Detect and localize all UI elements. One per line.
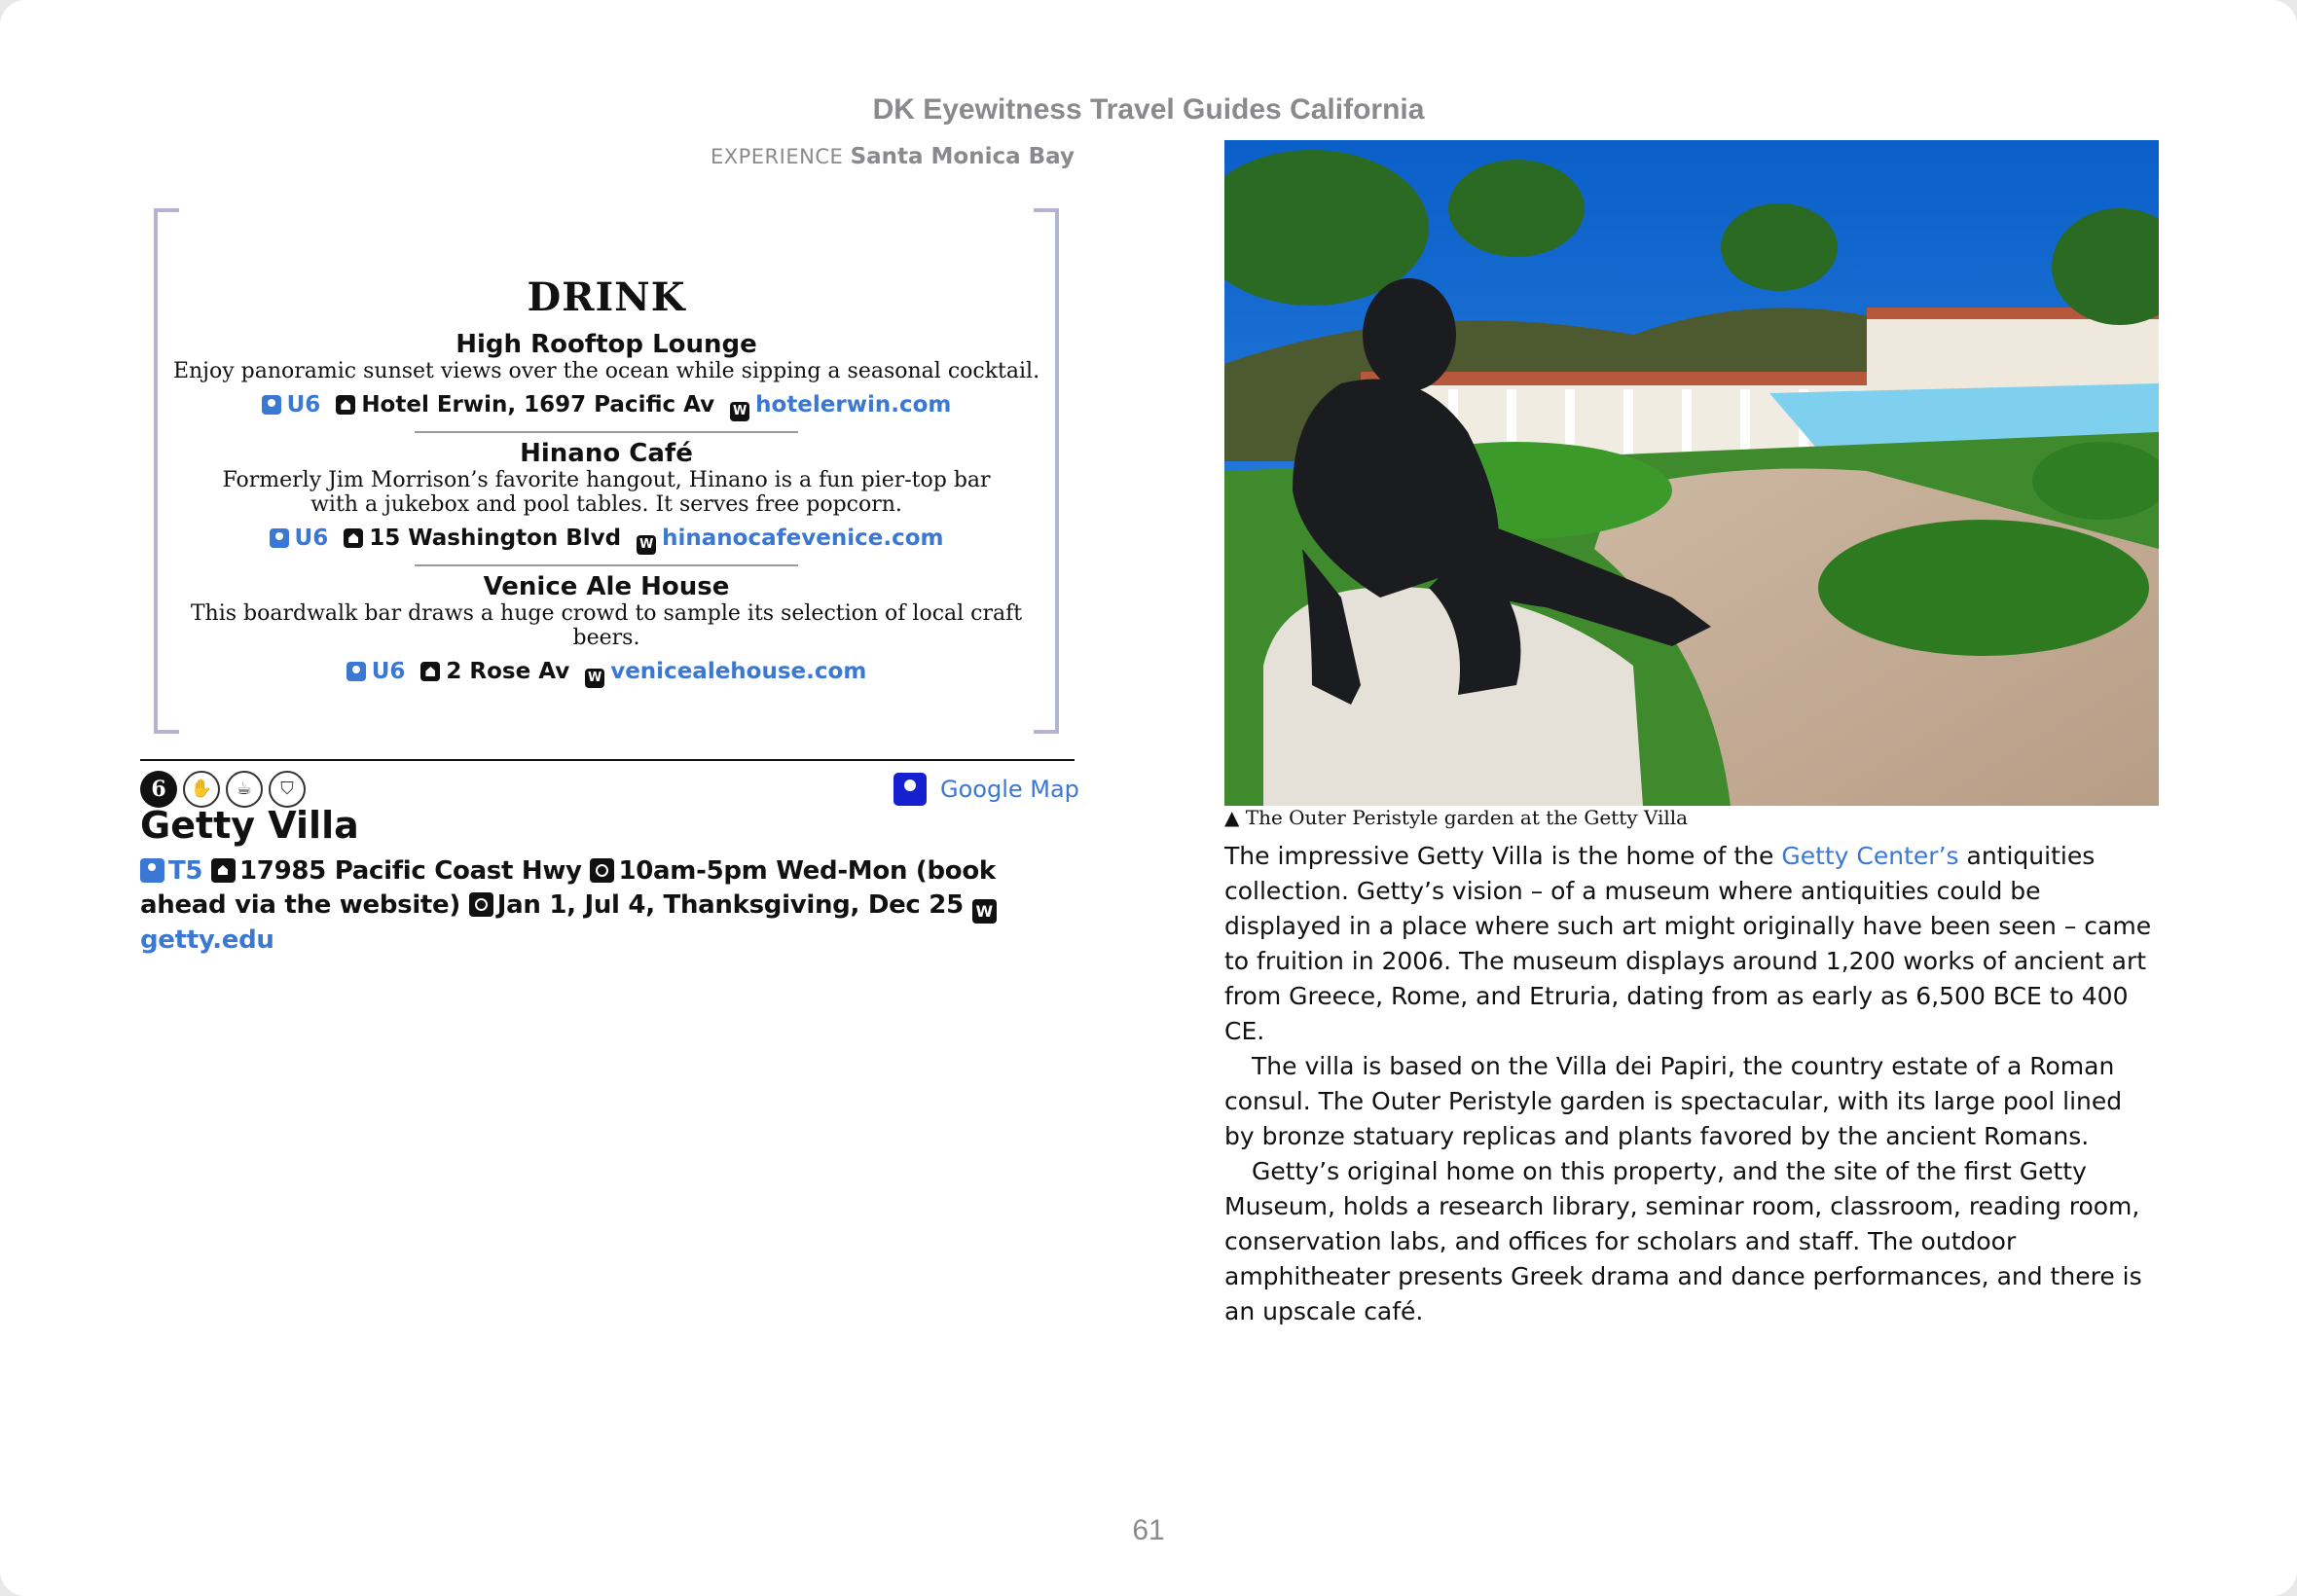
venue-meta	[154, 658, 1059, 688]
venue-description: Formerly Jim Morrison’s favorite hangout, Hinano is a fun pier-top bar with a jukebox and pool tables. It serves free popcorn.	[222, 468, 991, 517]
venue-meta	[154, 525, 1059, 555]
venue-website-link[interactable]: venicealehouse.com	[610, 659, 867, 684]
venue-website-link[interactable]: hotelerwin.com	[755, 392, 952, 417]
shopping-bag-icon: ⛉	[269, 771, 306, 808]
map-pin-icon	[346, 662, 366, 681]
venue-map-ref[interactable]: U6	[294, 526, 329, 551]
entry-closed: Jan 1, Jul 4, Thanksgiving, Dec 25	[496, 890, 964, 920]
web-icon: W	[637, 535, 656, 555]
article-body	[1224, 839, 2159, 1329]
drink-sidebar	[154, 208, 1059, 734]
breadcrumb-section: EXPERIENCE	[710, 145, 844, 168]
google-map-label: Google Map	[940, 776, 1079, 803]
venue-meta	[154, 391, 1059, 421]
address-icon	[420, 662, 440, 681]
venue-address: 2 Rose Av	[446, 659, 570, 684]
entry-website-link[interactable]: getty.edu	[140, 925, 274, 955]
address-icon	[344, 528, 363, 548]
page-number: 61	[1132, 1514, 1165, 1546]
divider	[415, 431, 798, 433]
entry-address: 17985 Pacific Coast Hwy	[239, 856, 582, 886]
web-icon: W	[730, 402, 749, 421]
paragraph: Getty’s original home on this property, and the site of the first Getty Museum, holds a research library, seminar room, classroom, reading room, conservation labs, and offices for scholars and staff. The outdoor amphitheater presents Greek drama and dance performances, and there is an upscale café.	[1224, 1157, 2142, 1325]
venue-name: High Rooftop Lounge	[456, 330, 757, 359]
address-icon	[336, 395, 355, 415]
paragraph	[1224, 839, 2159, 1049]
web-icon: W	[972, 899, 997, 924]
book-title: DK Eyewitness Travel Guides California	[872, 93, 1425, 126]
google-map-link[interactable]	[893, 773, 1079, 806]
map-pin-icon	[270, 528, 289, 548]
web-icon: W	[585, 669, 604, 688]
paragraph-text: antiquities collection. Getty’s vision – of a museum where antiquities could be displayed in a place where such art might originally have been seen – came to fruition in 2006. The museum displays around 1,200 works of ancient art from Greece, Rome, and Etruria, dating from as early as 6,500 BCE to 400 CE.	[1224, 842, 2152, 1045]
venue-description: This boardwalk bar draws a huge crowd to sample its selection of local craft beers.	[190, 601, 1023, 650]
paragraph-text: The impressive Getty Villa is the home of the	[1224, 842, 1782, 870]
hand-wave-icon: ✋	[183, 771, 220, 808]
paragraph: The villa is based on the Villa dei Papiri, the country estate of a Roman consul. The Outer Peristyle garden is spectacular, with its large pool lined by bronze statuary replicas and plants favored by the ancient Romans.	[1224, 1052, 2123, 1150]
venue-website-link[interactable]: hinanocafevenice.com	[662, 526, 944, 551]
entry-title: Getty Villa	[140, 804, 359, 847]
venue-name: Venice Ale House	[483, 572, 730, 601]
address-icon	[211, 858, 236, 883]
venue-address: Hotel Erwin, 1697 Pacific Av	[361, 392, 715, 417]
map-pin-icon	[140, 858, 164, 883]
entry-number-badge: 6	[140, 771, 177, 808]
drink-heading: DRINK	[527, 274, 686, 320]
getty-center-link[interactable]: Getty Center’s	[1781, 842, 1959, 870]
section-rule	[140, 759, 1075, 761]
venue-map-ref[interactable]: U6	[286, 392, 321, 417]
venue-map-ref[interactable]: U6	[371, 659, 406, 684]
clock-icon	[590, 858, 614, 883]
venue-description: Enjoy panoramic sunset views over the ocean while sipping a seasonal cocktail.	[172, 359, 1040, 383]
closed-icon	[469, 892, 493, 917]
breadcrumb-place: Santa Monica Bay	[850, 144, 1075, 169]
divider	[415, 564, 798, 566]
map-pin-icon	[262, 395, 281, 415]
entry-map-ref[interactable]: T5	[168, 856, 203, 886]
entry-hours: 10am-5pm Wed-Mon (book ahead via the website)	[140, 856, 996, 920]
entry-meta	[140, 854, 1075, 958]
getty-villa-photo	[1224, 140, 2159, 806]
photo-caption: ▲ The Outer Peristyle garden at the Getty Villa	[1224, 806, 1689, 829]
venue-address: 15 Washington Blvd	[369, 526, 622, 551]
cafe-icon: ☕	[226, 771, 263, 808]
map-pin-icon	[893, 773, 927, 806]
venue-name: Hinano Café	[520, 439, 693, 468]
breadcrumb	[681, 144, 1075, 169]
